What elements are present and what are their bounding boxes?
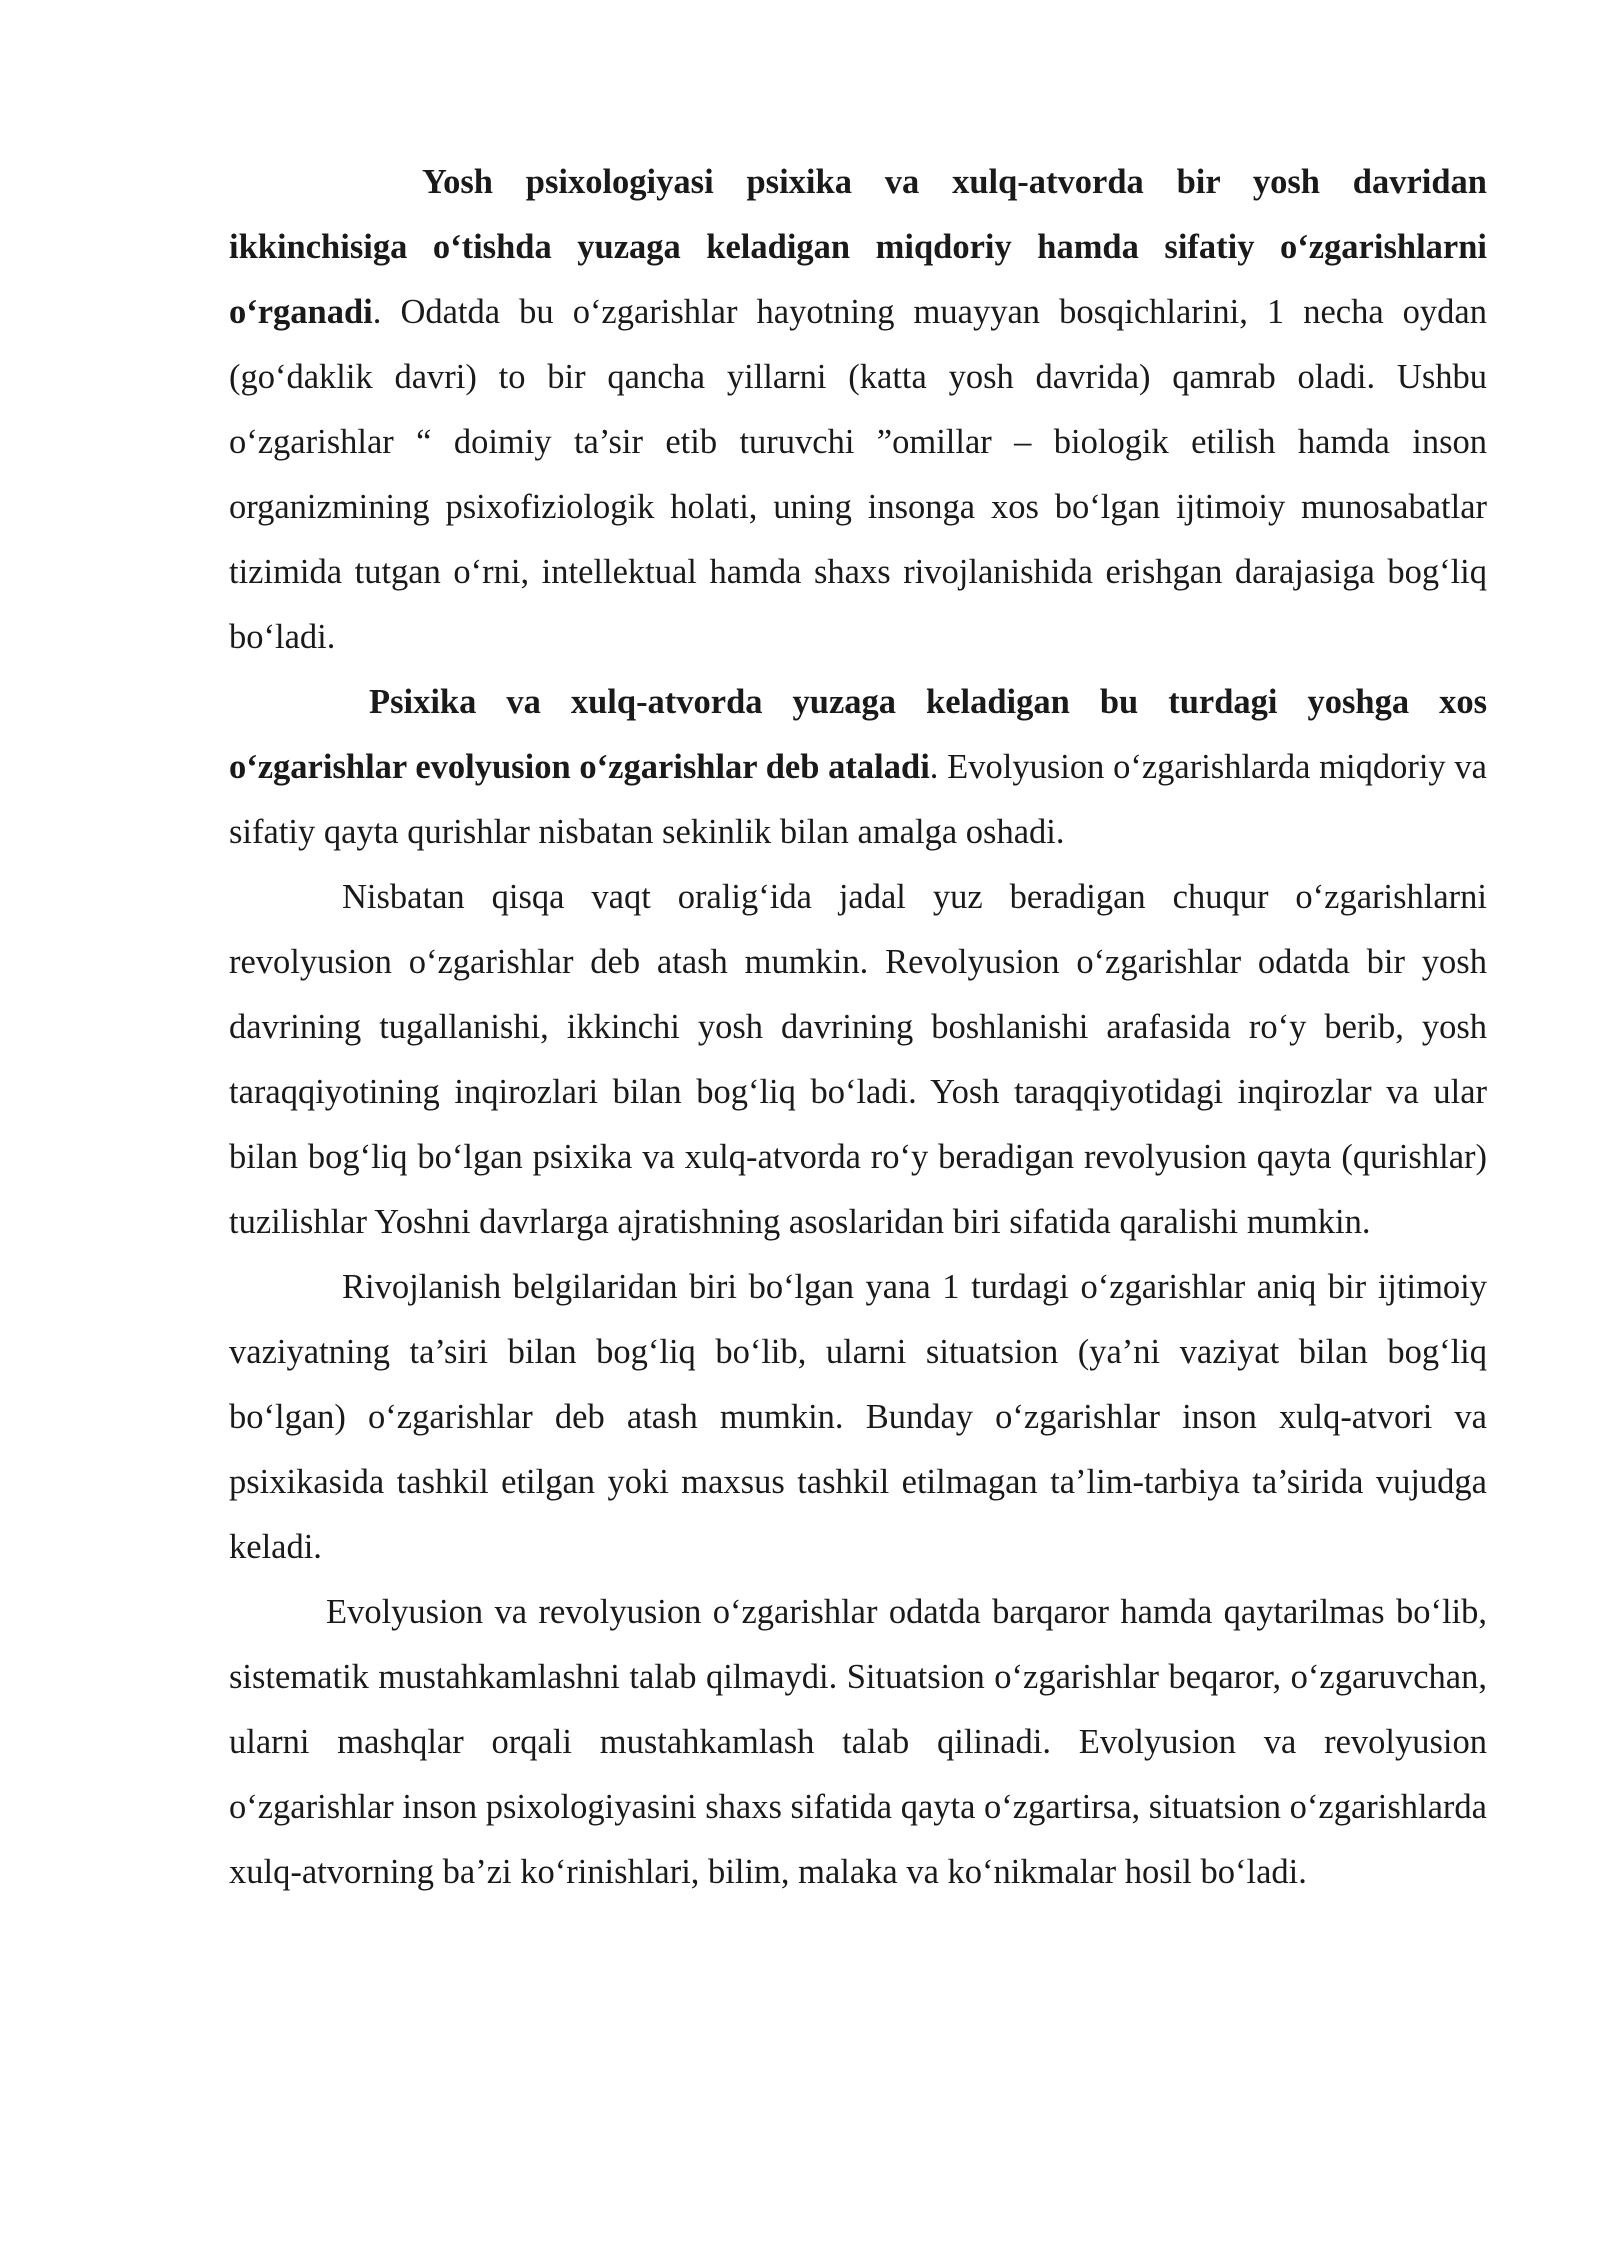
- paragraph-3: Nisbatan qisqa vaqt oralig‘ida jadal yuz beradigan chuqur o‘zgarishlarni revolyusion o‘zgarishlar deb atash mumkin. Revolyusion o‘zgarishlar odatda bir yosh davrining tugallanishi, ikkinchi yosh davrining boshlanishi arafasida ro‘y berib, yosh taraqqiyotining inqirozlari bilan bog‘liq bo‘ladi. Yosh taraqqiyotidagi inqirozlar va ular bilan bog‘liq bo‘lgan psixika va xulq-atvorda ro‘y beradigan revolyusion qayta (qurishlar) tuzilishlar Yoshni davrlarga ajratishning asoslaridan biri sifatida qaralishi mumkin.: [229, 878, 1487, 1241]
- paragraph-1-bold-lead: Yosh psixologiyasi psixika va xulq-atvorda bir yosh davridan ikkinchisiga o‘tishda yuzaga keladigan miqdoriy hamda sifatiy o‘zgarishlarni o‘rganadi: [229, 163, 1487, 331]
- document-body: [229, 150, 1487, 1905]
- paragraph-4: Rivojlanish belgilaridan biri bo‘lgan yana 1 turdagi o‘zgarishlar aniq bir ijtimoiy vaziyatning ta’siri bilan bog‘liq bo‘lib, ularni situatsion (ya’ni vaziyat bilan bog‘liq bo‘lgan) o‘zgarishlar deb atash mumkin. Bunday o‘zgarishlar inson xulq-atvori va psixikasida tashkil etilgan yoki maxsus tashkil etilmagan ta’lim-tarbiya ta’sirida vujudga keladi.: [229, 1268, 1487, 1566]
- paragraph-2-bold-lead: Psixika va xulq-atvorda yuzaga keladigan bu turdagi yoshga xos o‘zgarishlar evolyusion o‘zgarishlar deb ataladi: [229, 683, 1487, 786]
- paragraph-1-text: . Odatda bu o‘zgarishlar hayotning muayyan bosqichlarini, 1 necha oydan (go‘daklik davri) to bir qancha yillarni (katta yosh davrida) qamrab oladi. Ushbu o‘zgarishlar “ doimiy ta’sir etib turuvchi ”omillar – biologik etilish hamda inson organizmining psixofiziologik holati, uning insonga xos bo‘lgan ijtimoiy munosabatlar tizimida tutgan o‘rni, intellektual hamda shaxs rivojlanishida erishgan darajasiga bog‘liq bo‘ladi.: [229, 293, 1487, 656]
- paragraph-2: [229, 670, 1487, 865]
- paragraph-2-text: . Evolyusion o‘zgarishlarda miqdoriy va sifatiy qayta qurishlar nisbatan sekinlik bilan amalga oshadi.: [229, 748, 1487, 851]
- paragraph-1: [229, 150, 1487, 670]
- paragraph-5: Evolyusion va revolyusion o‘zgarishlar odatda barqaror hamda qaytarilmas bo‘lib, sistematik mustahkamlashni talab qilmaydi. Situatsion o‘zgarishlar beqaror, o‘zgaruvchan, ularni mashqlar orqali mustahkamlash talab qilinadi. Evolyusion va revolyusion o‘zgarishlar inson psixologiyasini shaxs sifatida qayta o‘zgartirsa, situatsion o‘zgarishlarda xulq-atvorning ba’zi ko‘rinishlari, bilim, malaka va ko‘nikmalar hosil bo‘ladi.: [229, 1593, 1487, 1891]
